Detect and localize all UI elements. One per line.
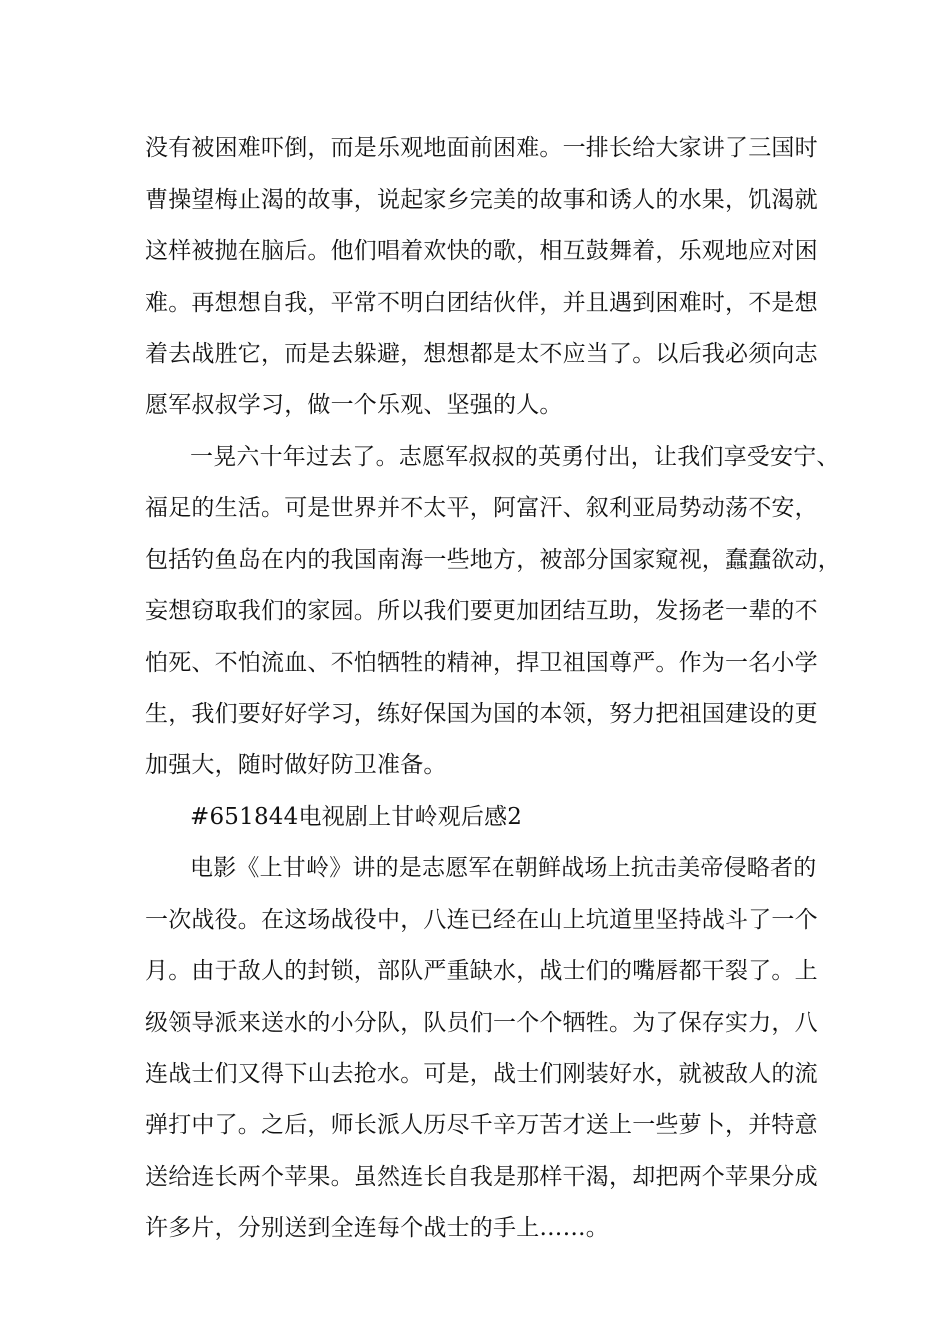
paragraph-line: 曹操望梅止渴的故事，说起家乡完美的故事和诱人的水果，饥渴就 <box>145 187 818 213</box>
paragraph-line: 难。再想想自我，平常不明白团结伙伴，并且遇到困难时，不是想 <box>145 290 818 316</box>
paragraph-line: 电影《上甘岭》讲的是志愿军在朝鲜战场上抗击美帝侵略者的 <box>190 855 817 881</box>
paragraph-line: 怕死、不怕流血、不怕牺牲的精神，捍卫祖国尊严。作为一名小学 <box>145 650 818 676</box>
paragraph-line: 没有被困难吓倒，而是乐观地面前困难。一排长给大家讲了三国时 <box>145 135 818 161</box>
paragraph-line: 一次战役。在这场战役中，八连已经在山上坑道里坚持战斗了一个 <box>145 907 818 933</box>
paragraph-line: 连战士们又得下山去抢水。可是，战士们刚装好水，就被敌人的流 <box>145 1061 818 1087</box>
paragraph-line: 弹打中了。之后，师长派人历尽千辛万苦才送上一些萝卜，并特意 <box>145 1112 818 1138</box>
paragraph-line: 加强大，随时做好防卫准备。 <box>145 752 447 778</box>
paragraph-line: 包括钓鱼岛在内的我国南海一些地方，被部分国家窥视，蠢蠢欲动， <box>145 547 841 573</box>
paragraph-line: 生，我们要好好学习，练好保国为国的本领，努力把祖国建设的更 <box>145 701 818 727</box>
paragraph-line: 妄想窃取我们的家园。所以我们要更加团结互助，发扬老一辈的不 <box>145 598 818 624</box>
paragraph-line: 着去战胜它，而是去躲避，想想都是太不应当了。以后我必须向志 <box>145 341 818 367</box>
paragraph-line: 愿军叔叔学习，做一个乐观、坚强的人。 <box>145 392 563 418</box>
paragraph-line: 月。由于敌人的封锁，部队严重缺水，战士们的嘴唇都干裂了。上 <box>145 958 818 984</box>
paragraph-line: 许多片，分别送到全连每个战士的手上……。 <box>145 1215 609 1241</box>
paragraph-line: 一晃六十年过去了。志愿军叔叔的英勇付出，让我们享受安宁、 <box>190 444 840 470</box>
paragraph-line: 送给连长两个苹果。虽然连长自我是那样干渴，却把两个苹果分成 <box>145 1164 818 1190</box>
section-heading: #651844电视剧上甘岭观后感2 <box>190 804 523 830</box>
paragraph-line: 这样被抛在脑后。他们唱着欢快的歌，相互鼓舞着，乐观地应对困 <box>145 238 818 264</box>
paragraph-line: 福足的生活。可是世界并不太平，阿富汗、叙利亚局势动荡不安， <box>145 495 818 521</box>
paragraph-line: 级领导派来送水的小分队，队员们一个个牺牲。为了保存实力，八 <box>145 1010 818 1036</box>
